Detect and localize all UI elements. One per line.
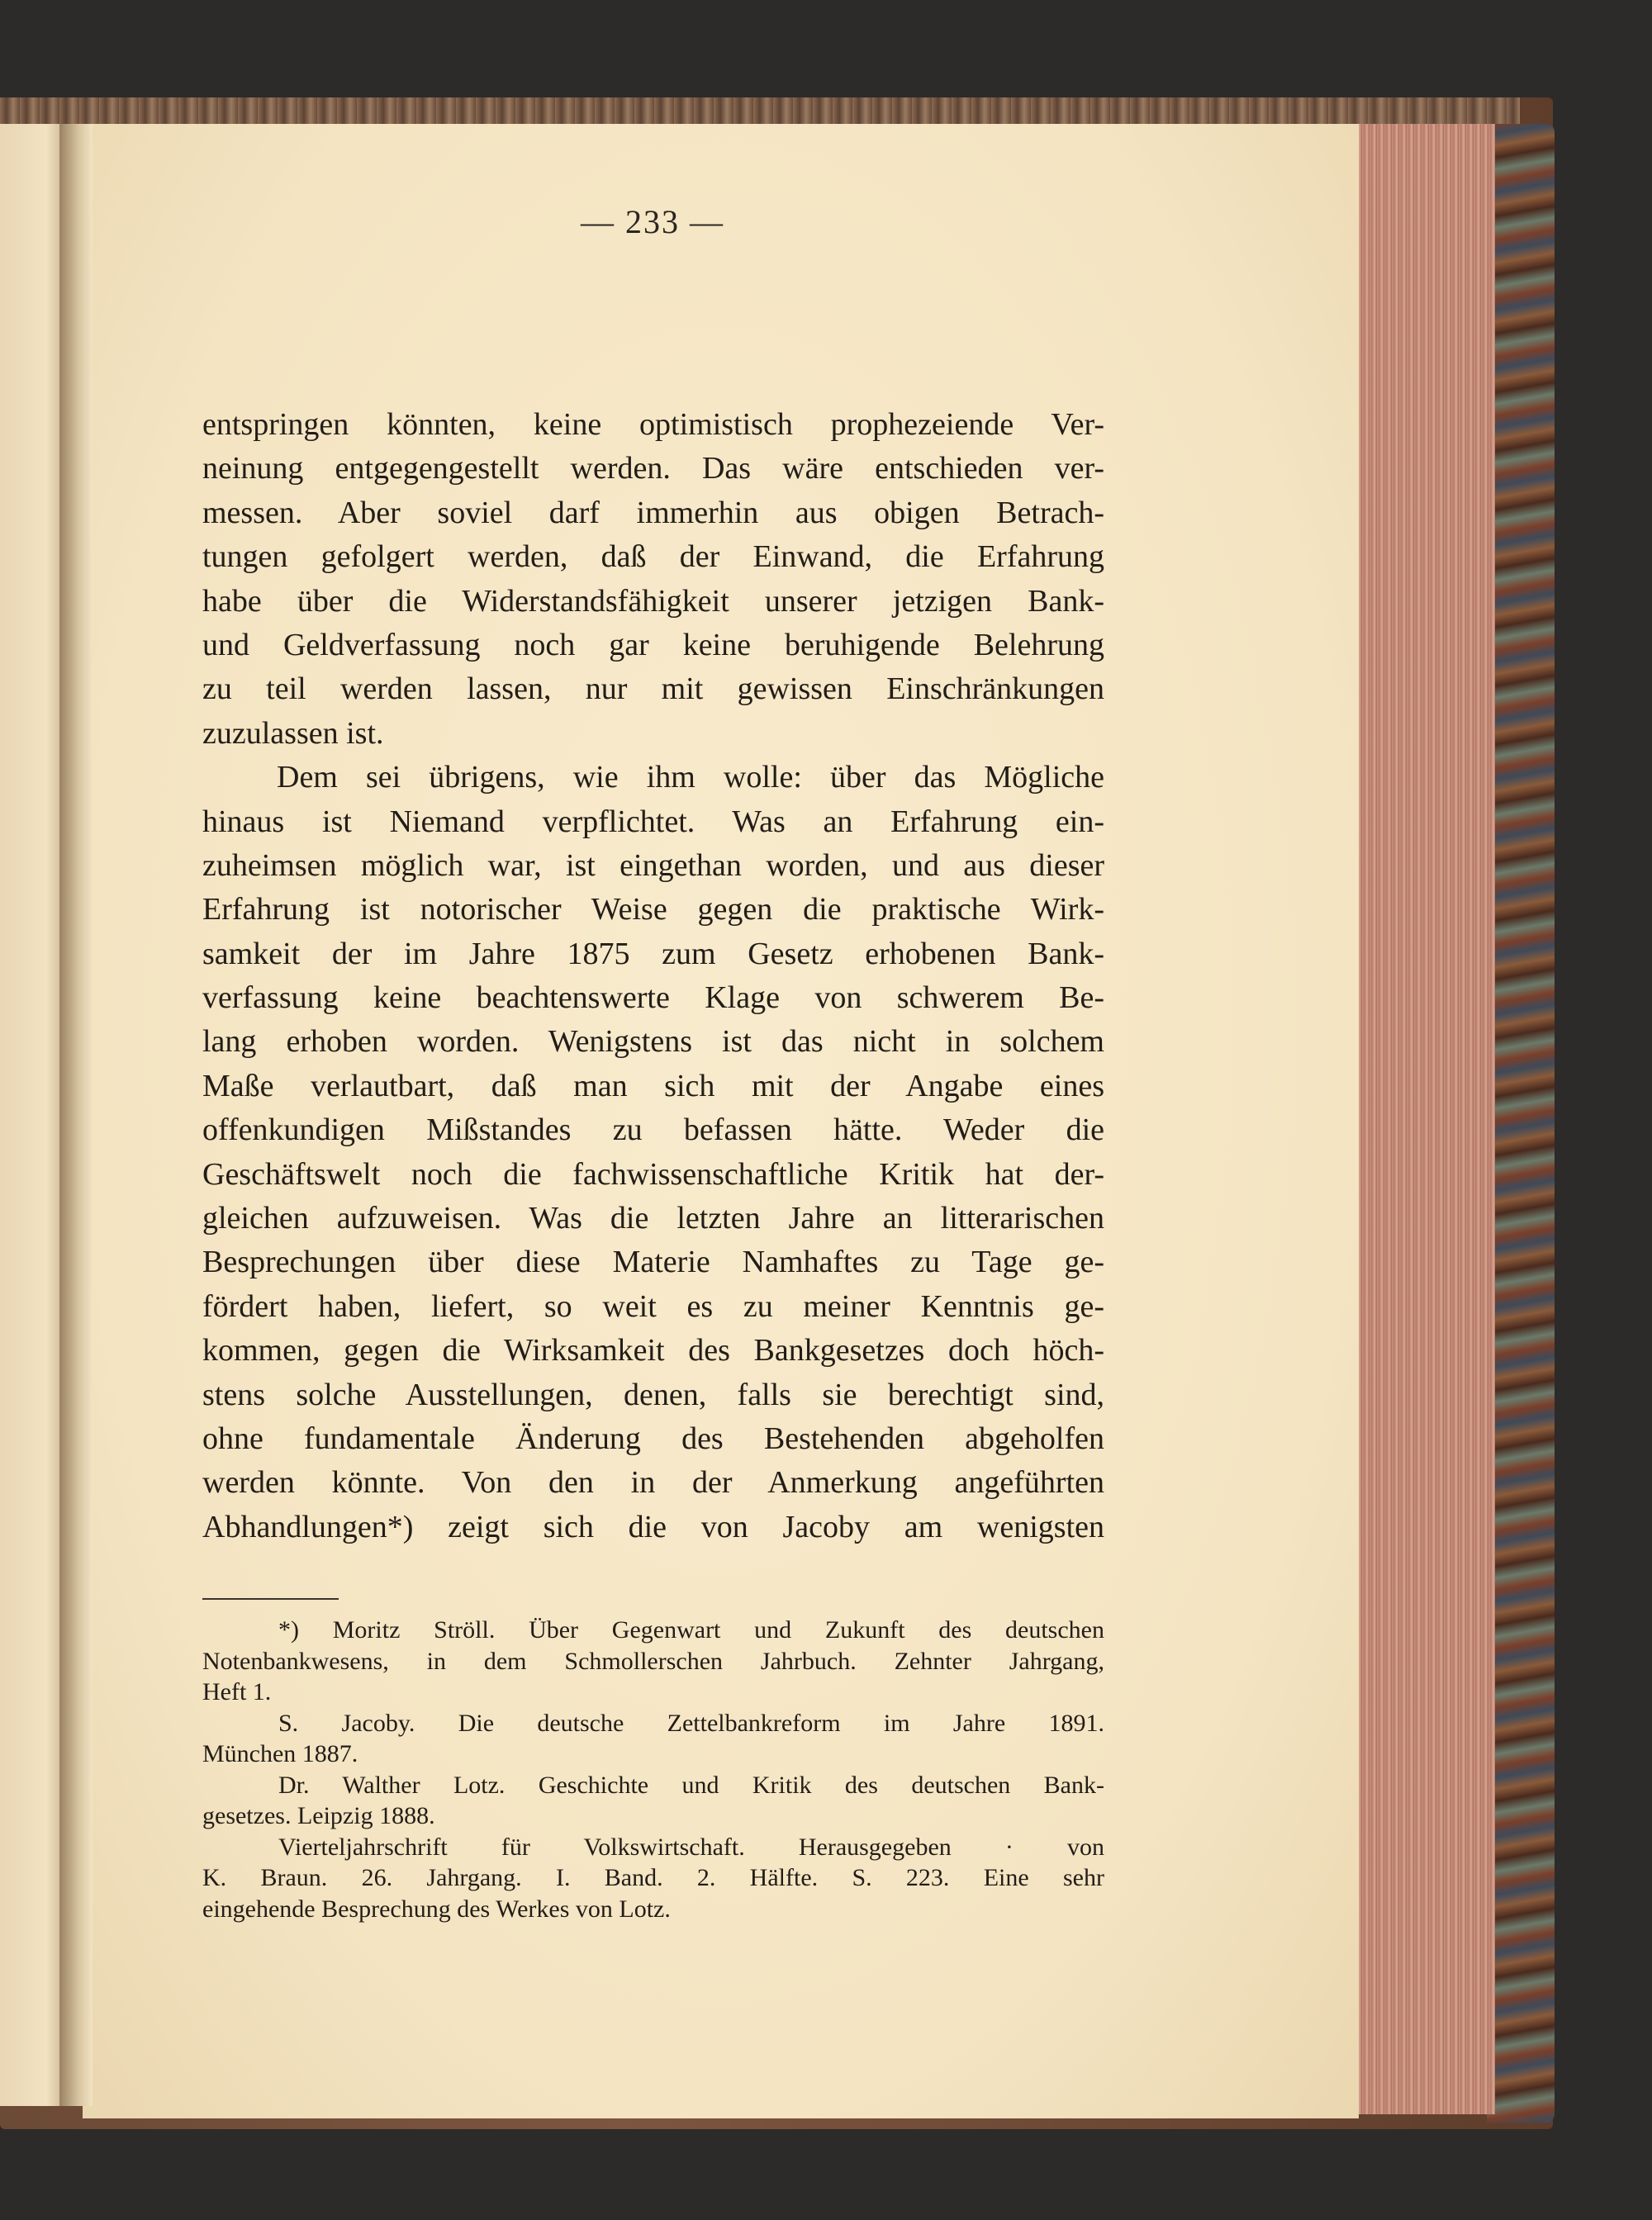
- body-line: lang erhoben worden. Wenigstens ist das nicht in solchem: [202, 1024, 1104, 1060]
- body-line: verfassung keine beachtenswerte Klage von schwerem Be-: [202, 980, 1104, 1016]
- footnote-line: S. Jacoby. Die deutsche Zettelbankreform im Jahre 1891.: [278, 1709, 1104, 1737]
- body-line: fördert haben, liefert, so weit es zu meiner Kenntnis ge-: [202, 1288, 1104, 1324]
- page-gutter: [59, 124, 93, 2106]
- body-line: zuheimsen möglich war, ist eingethan worden, und aus dieser: [202, 847, 1104, 883]
- body-line: werden könnte. Von den in der Anmerkung angeführten: [202, 1465, 1104, 1501]
- page-block-edge: [1355, 124, 1495, 2114]
- body-line: hinaus ist Niemand verpflichtet. Was an Erfahrung ein-: [202, 804, 1104, 839]
- footnote-line: Notenbankwesens, in dem Schmollerschen Jahrbuch. Zehnter Jahrgang,: [202, 1647, 1104, 1675]
- body-line: samkeit der im Jahre 1875 zum Gesetz erhobenen Bank-: [202, 936, 1104, 971]
- footnote-line: Dr. Walther Lotz. Geschichte und Kritik des deutschen Bank-: [278, 1771, 1104, 1799]
- body-line: Erfahrung ist notorischer Weise gegen die praktische Wirk-: [202, 892, 1104, 927]
- body-text: [202, 403, 1104, 1549]
- body-line: ohne fundamentale Änderung des Bestehenden abgeholfen: [202, 1421, 1104, 1456]
- body-line: entspringen könnten, keine optimistisch prophezeiende Ver-: [202, 407, 1104, 442]
- footnote-line: München 1887.: [202, 1740, 358, 1767]
- footnote-line: gesetzes. Leipzig 1888.: [202, 1802, 435, 1829]
- left-facing-page: [0, 124, 66, 2106]
- footnote-line: K. Braun. 26. Jahrgang. I. Band. 2. Hälfte. S. 223. Eine sehr: [202, 1864, 1104, 1891]
- marbled-cover-edge: [1487, 124, 1555, 2123]
- body-line: Abhandlungen*) zeigt sich die von Jacoby am wenigsten: [202, 1509, 1104, 1544]
- footnote-rule: [202, 1598, 339, 1600]
- footnote-line: eingehende Besprechung des Werkes von Lotz.: [202, 1895, 671, 1923]
- footnotes: [202, 1615, 1104, 1924]
- footnote-line: Heft 1.: [202, 1678, 272, 1705]
- body-line: Geschäftswelt noch die fachwissenschaftliche Kritik hat der-: [202, 1156, 1104, 1192]
- page-number: — 233 —: [581, 203, 724, 240]
- body-line: zuzulassen ist.: [202, 715, 384, 751]
- body-line: Besprechungen über diese Materie Namhaftes zu Tage ge-: [202, 1245, 1104, 1280]
- body-line: kommen, gegen die Wirksamkeit des Bankgesetzes doch höch-: [202, 1333, 1104, 1369]
- body-line: und Geldverfassung noch gar keine beruhigende Belehrung: [202, 627, 1104, 662]
- footnote-line: Vierteljahrschrift für Volkswirtschaft. Herausgegeben · von: [278, 1833, 1104, 1861]
- body-line: tungen gefolgert werden, daß der Einwand, die Erfahrung: [202, 539, 1104, 575]
- body-line: Dem sei übrigens, wie ihm wolle: über das Mögliche: [277, 760, 1104, 795]
- body-line: Maße verlautbart, daß man sich mit der Angabe eines: [202, 1068, 1104, 1103]
- body-line: neinung entgegengestellt werden. Das wäre entschieden ver-: [202, 451, 1104, 486]
- body-line: stens solche Ausstellungen, denen, falls sie berechtigt sind,: [202, 1377, 1104, 1412]
- body-line: offenkundigen Mißstandes zu befassen hätte. Weder die: [202, 1112, 1104, 1148]
- body-line: habe über die Widerstandsfähigkeit unserer jetzigen Bank-: [202, 583, 1104, 619]
- footnote-line: *) Moritz Ströll. Über Gegenwart und Zukunft des deutschen: [278, 1616, 1104, 1644]
- body-line: zu teil werden lassen, nur mit gewissen Einschränkungen: [202, 671, 1104, 707]
- body-line: messen. Aber soviel darf immerhin aus obigen Betrach-: [202, 495, 1104, 530]
- body-line: gleichen aufzuweisen. Was die letzten Jahre an litterarischen: [202, 1201, 1104, 1236]
